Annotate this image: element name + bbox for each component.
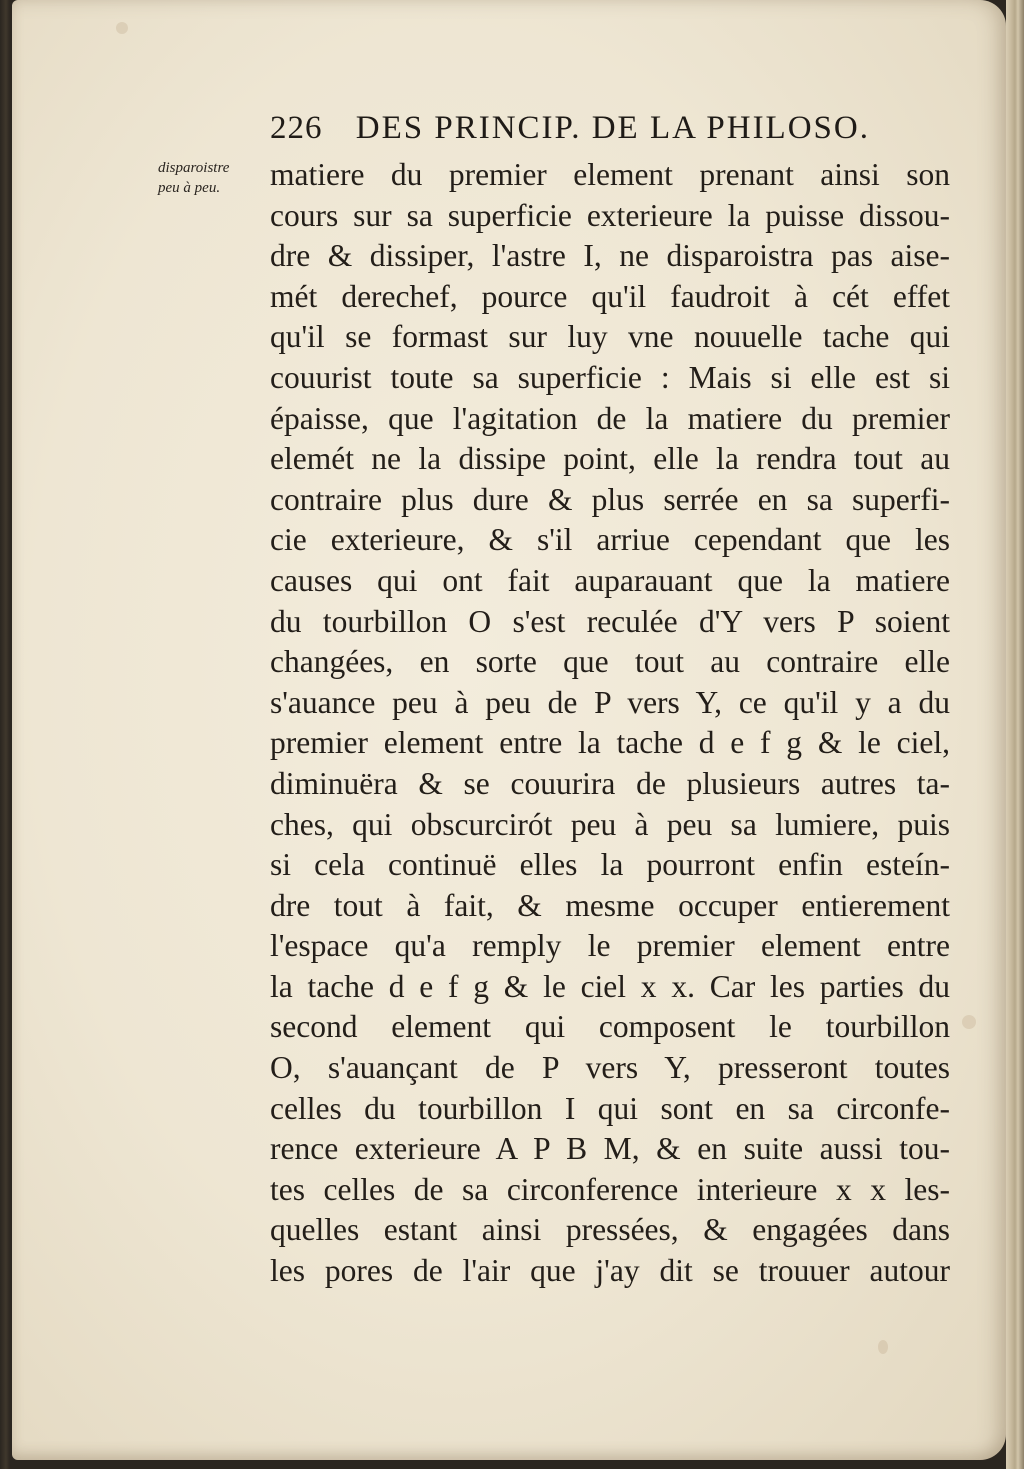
text-line: quelles estant ainsi pressées, & engagées dans xyxy=(270,1212,950,1248)
margin-note-line: peu à peu. xyxy=(158,180,221,196)
text-line: qu'il se formast sur luy vne nouuelle tache qui xyxy=(270,319,950,355)
running-title: DES PRINCIP. DE LA PHILOSO. xyxy=(355,110,870,146)
text-line: rence exterieure A P B M, & en suite aussi tou- xyxy=(270,1131,950,1167)
text-line: matiere du premier element prenant ainsi son xyxy=(270,157,950,192)
text-line: cie exterieure, & s'il arriue cependant que les xyxy=(270,522,950,558)
text-line: épaisse, que l'agitation de la matiere du premier xyxy=(270,400,950,436)
paper-stain xyxy=(962,1015,976,1029)
text-line: ches, qui obscurcirót peu à peu sa lumiere, puis xyxy=(270,806,950,842)
text-line: les pores de l'air que j'ay dit se trouuer autour xyxy=(270,1253,950,1289)
paper-stain xyxy=(116,22,128,34)
margin-note-line: disparoistre xyxy=(158,160,230,176)
page-edge xyxy=(1006,0,1024,1469)
body-text xyxy=(270,155,950,1292)
text-line: la tache d e f g & le ciel x x. Car les parties du xyxy=(270,968,950,1004)
running-header xyxy=(270,110,940,147)
text-line: l'espace qu'a remply le premier element entre xyxy=(270,928,950,964)
text-line: dre & dissiper, l'astre I, ne disparoistra pas aise- xyxy=(270,238,950,274)
text-line: si cela continuë elles la pourront enfin esteín- xyxy=(270,847,950,883)
text-line: du tourbillon O s'est reculée d'Y vers P soient xyxy=(270,603,950,639)
text-line: cours sur sa superficie exterieure la puisse dissou- xyxy=(270,197,950,233)
text-line: elemét ne la dissipe point, elle la rendra tout au xyxy=(270,441,950,477)
text-line: mét derechef, pource qu'il faudroit à cét effet xyxy=(270,278,950,314)
text-line: celles du tourbillon I qui sont en sa circonfe- xyxy=(270,1090,950,1126)
text-line: s'auance peu à peu de P vers Y, ce qu'il y a du xyxy=(270,684,950,720)
text-line: diminuëra & se couurira de plusieurs autres ta- xyxy=(270,765,950,801)
text-line: premier element entre la tache d e f g & le ciel, xyxy=(270,725,950,761)
text-line: contraire plus dure & plus serrée en sa superfi- xyxy=(270,481,950,517)
text-line: changées, en sorte que tout au contraire elle xyxy=(270,644,950,680)
text-line: O, s'auançant de P vers Y, presseront toutes xyxy=(270,1050,950,1086)
page-number: 226 xyxy=(270,110,323,146)
margin-note xyxy=(158,158,268,198)
paper-stain xyxy=(878,1340,888,1354)
text-line: dre tout à fait, & mesme occuper entierement xyxy=(270,887,950,923)
text-line: tes celles de sa circonference interieure x x les- xyxy=(270,1171,950,1207)
text-line: couurist toute sa superficie : Mais si elle est si xyxy=(270,359,950,395)
text-line: causes qui ont fait auparauant que la matiere xyxy=(270,562,950,598)
text-line: second element qui composent le tourbillon xyxy=(270,1009,950,1045)
